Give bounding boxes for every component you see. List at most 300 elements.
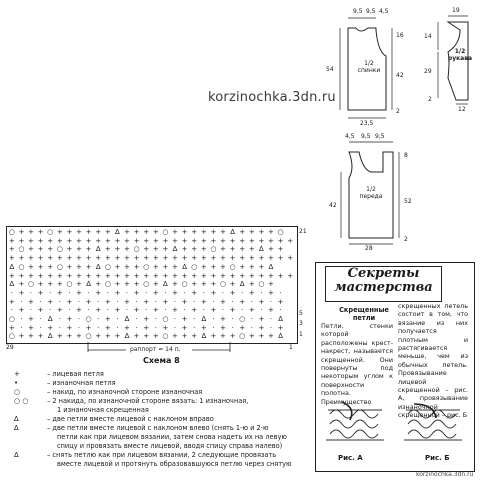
chart-symbol: · <box>135 297 138 306</box>
chart-row-num-5: 5 <box>299 310 303 317</box>
knitting-chart-cells <box>7 228 295 342</box>
legend-item <box>14 424 269 433</box>
chart-symbol: · <box>116 315 119 323</box>
chart-symbol: + <box>248 306 255 315</box>
chart-row-num-top: 21 <box>299 228 307 235</box>
chart-symbol: + <box>133 332 140 341</box>
chart-symbol: + <box>220 271 226 280</box>
legend-symbol: ○ <box>14 388 21 396</box>
chart-symbol: ○ <box>18 245 25 254</box>
chart-symbol: + <box>248 271 255 280</box>
chart-symbol: + <box>104 254 111 263</box>
chart-symbol: + <box>47 254 54 263</box>
legend-item <box>14 451 277 460</box>
chart-symbol: + <box>191 228 198 236</box>
chart-symbol: ○ <box>239 332 246 341</box>
sleeve-left-dim-3: 2 <box>428 96 432 103</box>
chart-symbol: · <box>39 323 42 332</box>
chart-symbol: + <box>229 271 236 280</box>
chart-symbol: ○ <box>239 315 246 323</box>
chart-symbol: · <box>173 315 177 323</box>
chart-symbol: ○ <box>56 262 63 271</box>
legend-text: – лицевая петля <box>47 370 104 378</box>
legend-symbol: • <box>14 379 19 387</box>
chart-symbol: + <box>18 332 25 341</box>
chart-symbol: + <box>47 297 54 306</box>
tips-title-line2: мастерства <box>334 280 433 295</box>
chart-symbol: ○ <box>56 245 63 254</box>
chart-symbol: + <box>66 332 73 341</box>
chart-symbol: ○ <box>8 228 15 236</box>
chart-symbol: + <box>114 288 121 297</box>
chart-symbol: · <box>193 297 196 306</box>
chart-symbol: + <box>181 271 188 280</box>
legend-text: спицу и провязать вместе лицевой, вводя спицу справа налево) <box>57 442 283 450</box>
chart-symbol: + <box>172 236 178 245</box>
chart-symbol: + <box>258 262 265 271</box>
chart-symbol: · <box>212 323 215 332</box>
chart-symbol: + <box>85 262 92 271</box>
chart-symbol: + <box>229 332 236 341</box>
chart-symbol: + <box>248 332 255 341</box>
chart-symbol: + <box>95 280 102 289</box>
chart-symbol: + <box>104 297 111 306</box>
chart-symbol: + <box>229 288 236 297</box>
chart-symbol: + <box>258 236 265 245</box>
front-left-dim: 42 <box>329 202 337 209</box>
chart-symbol: + <box>152 245 159 254</box>
chart-symbol: · <box>221 306 225 315</box>
chart-symbol: + <box>124 280 130 289</box>
chart-symbol: + <box>191 306 198 315</box>
chart-symbol: · <box>202 288 205 297</box>
front-right-dim-2: 52 <box>404 198 412 205</box>
chart-symbol: ○ <box>229 262 236 271</box>
chart-symbol: · <box>212 315 215 323</box>
chart-symbol: · <box>193 315 196 323</box>
chart-symbol: + <box>162 271 169 280</box>
chart-symbol: · <box>116 297 119 306</box>
chart-symbol: + <box>277 271 284 280</box>
chart-symbol: ∆ <box>95 262 101 271</box>
chart-symbol: + <box>124 254 130 263</box>
chart-symbol: + <box>162 297 169 306</box>
chart-symbol: + <box>28 271 34 280</box>
chart-symbol: + <box>104 245 111 254</box>
chart-symbol: ○ <box>181 280 188 289</box>
chart-symbol: ∆ <box>9 262 15 271</box>
figure-b-illustration <box>400 400 466 450</box>
chart-symbol: + <box>66 254 73 263</box>
chart-symbol: + <box>152 332 159 341</box>
chart-symbol: + <box>277 323 284 332</box>
chart-symbol: + <box>76 228 82 236</box>
chart-symbol: ∆ <box>201 315 207 323</box>
chart-symbol: + <box>268 254 274 263</box>
chart-symbol: · <box>106 288 109 297</box>
chart-symbol: + <box>66 315 73 323</box>
chart-symbol: + <box>210 262 217 271</box>
chart-symbol: + <box>104 271 111 280</box>
legend-item <box>57 443 282 451</box>
chart-symbol: + <box>200 245 207 254</box>
chart-symbol: ○ <box>162 332 169 341</box>
chart-symbol: + <box>200 228 207 236</box>
chart-symbol: + <box>181 315 188 323</box>
legend-text: – две петли вместе лицевой с наклоном влево (снять 1-ю и 2-ю <box>47 424 269 432</box>
chart-symbol: + <box>28 245 34 254</box>
chart-symbol: ○ <box>133 245 140 254</box>
figure-b-caption: Рис. Б <box>425 454 450 462</box>
front-bottom-dim: 28 <box>365 245 373 252</box>
chart-symbol: + <box>268 245 274 254</box>
chart-symbol: + <box>200 297 207 306</box>
chart-symbol: · <box>260 306 263 315</box>
chart-symbol: + <box>220 245 226 254</box>
chart-symbol: ○ <box>219 280 227 289</box>
sleeve-left-dim-1: 14 <box>424 33 432 40</box>
chart-symbol: ○ <box>8 332 15 341</box>
tips-title-line1: Секреты <box>347 266 420 281</box>
front-right-dim-3: 2 <box>404 236 408 243</box>
chart-symbol: · <box>231 315 234 323</box>
chart-symbol: + <box>268 288 274 297</box>
chart-symbol: · <box>154 315 157 323</box>
chart-symbol: · <box>58 297 61 306</box>
chart-symbol: + <box>18 236 25 245</box>
chart-symbol: + <box>239 254 246 263</box>
chart-symbol: + <box>66 236 73 245</box>
front-top-dim-2: 9,5 <box>361 133 371 140</box>
chart-symbol: + <box>114 306 121 315</box>
chart-symbol: + <box>181 254 188 263</box>
chart-symbol: + <box>114 271 121 280</box>
chart-symbol: · <box>164 288 167 297</box>
chart-symbol: + <box>143 332 150 341</box>
chart-symbol: + <box>76 280 82 289</box>
chart-symbol: · <box>145 288 148 297</box>
chart-symbol: + <box>124 271 130 280</box>
chart-symbol: + <box>287 236 294 245</box>
front-top-dim-1: 4,5 <box>345 133 355 140</box>
chart-symbol: + <box>28 332 34 341</box>
chart-symbol: + <box>172 228 178 236</box>
chart-symbol: + <box>191 271 198 280</box>
chart-symbol: + <box>277 245 284 254</box>
chart-symbol: + <box>181 236 188 245</box>
chart-symbol: ○ <box>104 262 111 271</box>
chart-symbol: + <box>133 280 140 289</box>
chart-symbol: + <box>47 271 54 280</box>
chart-symbol: · <box>49 288 52 297</box>
tips-title-box <box>325 266 442 302</box>
chart-row-num-1: 1 <box>299 331 303 338</box>
chart-symbol: + <box>191 332 198 341</box>
chart-symbol: + <box>239 262 246 271</box>
chart-symbol: + <box>47 323 54 332</box>
chart-symbol: + <box>210 254 217 263</box>
chart-symbol: ∆ <box>230 228 235 236</box>
chart-symbol: + <box>124 297 130 306</box>
chart-symbol: + <box>258 332 265 341</box>
chart-symbol: · <box>58 323 61 332</box>
sleeve-pattern-outline <box>420 0 492 130</box>
chart-symbol: + <box>114 254 121 263</box>
chart-symbol: + <box>37 236 44 245</box>
chart-symbol: · <box>154 323 157 332</box>
legend-item <box>14 370 104 379</box>
chart-symbol: + <box>191 254 198 263</box>
chart-symbol: + <box>8 323 15 332</box>
chart-symbol: · <box>116 323 119 332</box>
chart-symbol: + <box>18 228 25 236</box>
chart-symbol: + <box>143 271 150 280</box>
chart-symbol: ○ <box>18 262 25 271</box>
chart-symbol: + <box>114 280 121 289</box>
chart-symbol: · <box>164 306 167 315</box>
back-right-dim-2: 42 <box>396 72 404 79</box>
chart-symbol: + <box>248 262 255 271</box>
chart-symbol: + <box>95 228 102 236</box>
chart-symbol: ○ <box>85 332 92 341</box>
chart-symbol: + <box>66 323 73 332</box>
chart-symbol: + <box>66 262 73 271</box>
chart-symbol: + <box>229 254 236 263</box>
chart-symbol: + <box>37 280 44 289</box>
chart-symbol: + <box>268 332 274 341</box>
chart-symbol: + <box>114 245 121 254</box>
chart-symbol: + <box>8 254 15 263</box>
tips-column-2: скрещенных петель состоит в том, что вязание из них получается плотным и растягивается меньше, чем из обычных петель. Провязывание лицевой скрещенной – рис. А, провязывание изнаночной скрещенной – рис. Б <box>398 302 468 420</box>
chart-symbol: + <box>152 236 159 245</box>
chart-symbol: · <box>221 288 225 297</box>
front-right-dim-1: 8 <box>404 152 408 159</box>
chart-symbol: + <box>277 236 284 245</box>
back-pattern <box>320 0 420 130</box>
chart-symbol: + <box>172 288 178 297</box>
chart-symbol: + <box>258 228 265 236</box>
chart-symbol: + <box>76 245 82 254</box>
chart-symbol: + <box>114 236 121 245</box>
chart-symbol: · <box>10 306 13 315</box>
chart-symbol: + <box>268 228 274 236</box>
chart-symbol: + <box>95 332 102 341</box>
chart-symbol: + <box>220 254 226 263</box>
chart-symbol: · <box>77 297 81 306</box>
chart-symbol: + <box>229 236 236 245</box>
legend-item <box>14 415 214 424</box>
chart-symbol: + <box>200 254 207 263</box>
chart-symbol: + <box>76 332 82 341</box>
chart-symbol: + <box>220 236 226 245</box>
chart-symbol: + <box>210 288 217 297</box>
chart-symbol: + <box>76 254 82 263</box>
chart-symbol: + <box>239 228 246 236</box>
chart-symbol: + <box>37 332 44 341</box>
chart-symbol: ∆ <box>95 245 101 254</box>
chart-symbol: + <box>143 245 150 254</box>
chart-symbol: + <box>85 271 92 280</box>
chart-symbol: + <box>200 280 207 289</box>
back-top-dim-1: 9,5 <box>353 8 363 15</box>
chart-symbol: + <box>95 254 102 263</box>
chart-symbol: + <box>8 236 15 245</box>
legend-item <box>14 379 116 388</box>
chart-symbol: · <box>269 315 273 323</box>
chart-symbol: + <box>162 262 169 271</box>
chart-symbol: · <box>145 306 148 315</box>
chart-symbol: ○ <box>104 280 111 289</box>
chart-symbol: ○ <box>27 280 35 289</box>
chart-symbol: + <box>248 280 255 289</box>
chart-symbol: + <box>104 323 111 332</box>
legend-item <box>57 407 149 415</box>
chart-symbol: · <box>97 315 100 323</box>
chart-symbol: · <box>20 315 23 323</box>
chart-symbol: · <box>135 323 138 332</box>
chart-symbol: ∆ <box>278 332 283 341</box>
chart-symbol: + <box>258 323 265 332</box>
chart-symbol: + <box>104 236 111 245</box>
site-watermark: korzinochka.3dn.ru <box>208 90 336 105</box>
chart-symbol: ∆ <box>182 262 187 271</box>
chart-symbol: + <box>268 271 274 280</box>
back-right-dim-1: 16 <box>396 32 404 39</box>
chart-symbol: ○ <box>47 228 54 236</box>
chart-symbol: · <box>241 306 244 315</box>
chart-symbol: + <box>143 236 150 245</box>
chart-symbol: + <box>76 306 82 315</box>
chart-symbol: + <box>133 288 140 297</box>
chart-symbol: + <box>181 332 188 341</box>
tips-subtitle: Скрещенные петли <box>339 306 389 322</box>
chart-symbol: + <box>66 297 73 306</box>
chart-symbol: + <box>8 297 15 306</box>
chart-symbol: + <box>268 236 274 245</box>
chart-symbol: · <box>241 288 244 297</box>
chart-symbol: ∆ <box>124 332 130 341</box>
chart-symbol: + <box>104 332 111 341</box>
front-pattern <box>325 128 425 256</box>
chart-symbol: + <box>56 236 63 245</box>
chart-symbol: + <box>133 271 140 280</box>
chart-symbol: + <box>220 332 226 341</box>
figure-a-illustration <box>322 400 388 450</box>
back-top-dim-3: 4,5 <box>379 8 389 15</box>
chart-symbol: · <box>29 306 33 315</box>
legend-text: – снять петлю как при лицевом вязании, 2 следующие провязать <box>47 451 277 459</box>
chart-symbol: · <box>39 315 42 323</box>
chart-symbol: ∆ <box>86 280 91 289</box>
chart-symbol: + <box>258 297 265 306</box>
chart-symbol: + <box>47 236 54 245</box>
chart-symbol: · <box>183 288 186 297</box>
chart-symbol: · <box>212 297 215 306</box>
chart-symbol: + <box>143 323 150 332</box>
chart-symbol: + <box>220 262 226 271</box>
chart-symbol: + <box>258 254 265 263</box>
back-bottom-dim: 23,5 <box>360 120 374 127</box>
chart-symbol: + <box>162 236 169 245</box>
chart-symbol: + <box>220 297 226 306</box>
chart-symbol: ○ <box>258 280 265 289</box>
chart-symbol: + <box>76 236 82 245</box>
chart-symbol: + <box>200 271 207 280</box>
chart-symbol: + <box>277 297 284 306</box>
chart-symbol: · <box>97 297 100 306</box>
chart-symbol: · <box>58 315 61 323</box>
chart-symbol: + <box>248 288 255 297</box>
chart-symbol: ○ <box>143 280 150 289</box>
repeat-label: раппорт = 14 п. <box>130 346 181 353</box>
chart-symbol: · <box>125 306 129 315</box>
chart-symbol: ○ <box>277 228 284 236</box>
sleeve-label: 1/2 рукава <box>447 48 473 62</box>
chart-symbol: ∆ <box>268 262 274 271</box>
chart-symbol: + <box>229 280 236 289</box>
chart-symbol: ○ <box>210 245 217 254</box>
chart-symbol: · <box>279 288 282 297</box>
chart-symbol: + <box>76 288 82 297</box>
chart-symbol: + <box>56 228 63 236</box>
chart-symbol: + <box>8 271 15 280</box>
chart-symbol: · <box>279 306 282 315</box>
chart-symbol: + <box>220 228 226 236</box>
chart-symbol: + <box>37 262 44 271</box>
legend-text: петли как при лицевом вязании, затем снова надеть их на левую <box>57 433 287 441</box>
chart-symbol: + <box>28 323 34 332</box>
sleeve-left-dim-2: 29 <box>424 68 432 75</box>
chart-symbol: · <box>250 315 253 323</box>
chart-symbol: ○ <box>162 315 169 323</box>
chart-symbol: ○ <box>191 262 198 271</box>
chart-symbol: ∆ <box>172 245 178 254</box>
chart-symbol: + <box>172 262 178 271</box>
chart-symbol: + <box>114 262 121 271</box>
chart-symbol: · <box>269 323 273 332</box>
legend-text: – 2 накида, по изнаночной стороне вязать: 1 изнаночная, <box>47 397 249 405</box>
chart-symbol: · <box>97 323 100 332</box>
chart-symbol: + <box>124 236 130 245</box>
chart-symbol: · <box>183 306 186 315</box>
chart-symbol: + <box>210 271 217 280</box>
chart-symbol: + <box>85 245 92 254</box>
chart-symbol: + <box>258 271 265 280</box>
chart-symbol: ∆ <box>124 315 130 323</box>
chart-symbol: + <box>56 254 63 263</box>
chart-symbol: · <box>20 323 23 332</box>
chart-symbol: + <box>181 245 188 254</box>
chart-symbol: + <box>28 228 34 236</box>
chart-symbol: · <box>125 288 129 297</box>
back-top-dim-2: 9,5 <box>366 8 376 15</box>
chart-symbol: + <box>124 228 130 236</box>
chart-symbol: + <box>18 254 25 263</box>
chart-symbol: + <box>162 254 169 263</box>
chart-symbol: + <box>210 306 217 315</box>
chart-symbol: + <box>200 323 207 332</box>
chart-symbol: + <box>162 245 169 254</box>
chart-symbol: + <box>18 280 25 289</box>
chart-symbol: · <box>154 297 157 306</box>
chart-symbol: + <box>220 323 226 332</box>
chart-symbol: + <box>191 236 198 245</box>
chart-col-num-right: 1 <box>289 344 293 351</box>
chart-symbol: · <box>68 288 71 297</box>
chart-symbol: · <box>193 323 196 332</box>
chart-symbol: + <box>85 236 92 245</box>
chart-symbol: · <box>106 306 109 315</box>
